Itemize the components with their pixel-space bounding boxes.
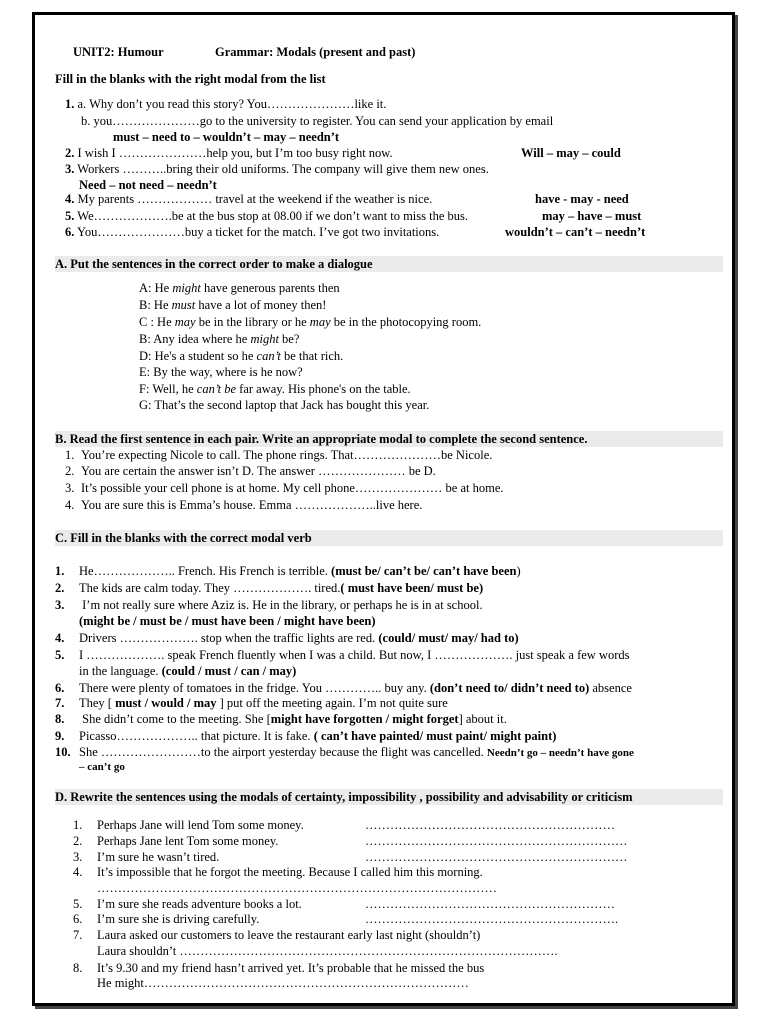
section-c-item [55, 681, 632, 696]
item-number: 2. [55, 581, 65, 595]
dialogue-modal: might [172, 281, 201, 295]
item-number: 5. [55, 648, 65, 662]
dialogue-modal: may [309, 315, 331, 329]
item-options: ( can’t have painted/ must paint/ might paint) [313, 729, 557, 743]
q5-number: 5. [65, 209, 75, 223]
section-d-item [73, 850, 219, 865]
section-d-item [73, 976, 469, 991]
dialogue-text: G: That’s the second laptop that Jack has bought this year. [139, 398, 430, 412]
dialogue-text: B: He [139, 298, 172, 312]
section-c-item [55, 598, 483, 613]
dialogue-line [139, 281, 340, 296]
dialogue-text: E: By the way, where is he now? [139, 365, 303, 379]
item-number: 2. [65, 464, 75, 478]
item-number: 3. [73, 850, 83, 864]
dialogue-line [139, 382, 411, 397]
dialogue-line [139, 365, 303, 380]
item-number: 10. [55, 745, 71, 759]
item-text: Laura shouldn’t ………………………………………………………………………………. [97, 944, 558, 958]
section-d-item [73, 818, 304, 833]
q4 [65, 192, 432, 207]
q3-text: Workers ………..bring their old uniforms. The company will give them new ones. [77, 162, 489, 176]
q5 [65, 209, 468, 224]
section-c-item [55, 648, 629, 663]
item-number: 1. [65, 448, 75, 462]
section-b-item [65, 498, 422, 513]
q4-number: 4. [65, 192, 75, 206]
intro-instruction: Fill in the blanks with the right modal from the list [55, 72, 326, 86]
item-number: 3. [55, 598, 65, 612]
q2 [65, 146, 393, 161]
section-a-title: A. Put the sentences in the correct order to make a dialogue [55, 256, 723, 272]
section-d-item [73, 961, 484, 976]
item-text: It’s possible your cell phone is at home. My cell phone………………… be at home. [81, 481, 504, 495]
dialogue-text: C : He [139, 315, 175, 329]
item-number: 2. [73, 834, 83, 848]
item-text: They [ [79, 696, 116, 710]
item-tail: ] about it. [458, 712, 507, 726]
item-number: 6. [55, 681, 65, 695]
dialogue-text: have generous parents then [200, 281, 340, 295]
item-options: ( must have been/ must be) [340, 581, 484, 595]
section-b-item [65, 448, 492, 463]
item-text: She didn’t come to the meeting. She [ [79, 712, 271, 726]
q2-options: Will – may – could [521, 146, 621, 160]
section-d-item [73, 834, 278, 849]
item-text: Picasso……………….. that picture. It is fake. [79, 729, 314, 743]
section-b-title: B. Read the first sentence in each pair. Write an appropriate modal to complete the second sentence. [55, 431, 723, 447]
q5-options: may – have – must [542, 209, 642, 223]
worksheet-page [32, 12, 735, 1006]
answer-line: ……………………………………………………… [365, 850, 628, 864]
item-text: You are certain the answer isn’t D. The answer ………………… be D. [81, 464, 436, 478]
item-text: I ………………. speak French fluently when I was a child. But now, I ………………. just speak a few words [79, 648, 630, 662]
item-number: 7. [55, 696, 65, 710]
answer-line: ……………………………………………………. [365, 912, 619, 926]
section-d-title: D. Rewrite the sentences using the modals of certainty, impossibility , possibility and advisability or criticism [55, 789, 723, 805]
dialogue-text: be? [278, 332, 300, 346]
dialogue-text: F: Well, he [139, 382, 197, 396]
item-number: 4. [65, 498, 75, 512]
item-options: Needn’t go – needn’t have gone [486, 747, 634, 759]
dialogue-text: A: He [139, 281, 173, 295]
section-c-item [55, 581, 483, 596]
item-options: – can’t go [79, 761, 125, 773]
item-options: (could/ must/ may/ had to) [378, 631, 519, 645]
section-d-item [73, 897, 302, 912]
item-text: I’m not really sure where Aziz is. He in the library, or perhaps he is in at school. [79, 598, 483, 612]
q6 [65, 225, 439, 240]
answer-line: ……………………………………………………… [365, 834, 628, 848]
item-options: (could / must / can / may) [161, 664, 297, 678]
q1-number: 1. [65, 97, 75, 111]
dialogue-line [139, 298, 326, 313]
item-text: Perhaps Jane lent Tom some money. [97, 834, 279, 848]
q4-options: have - may - need [535, 192, 629, 206]
item-text: The kids are calm today. They ………………. tired. [79, 581, 341, 595]
q6-number: 6. [65, 225, 75, 239]
section-c-item [55, 729, 556, 744]
section-d-item [73, 865, 483, 880]
item-text: I’m sure she reads adventure books a lot. [97, 897, 302, 911]
item-number: 5. [73, 897, 83, 911]
item-options: (might be / must be / must have been / might have been) [79, 614, 376, 628]
item-text: You are sure this is Emma’s house. Emma ………………..live here. [81, 498, 423, 512]
dialogue-modal: must [171, 298, 196, 312]
item-number: 7. [73, 928, 83, 942]
item-number: 4. [55, 631, 65, 645]
item-tail: ) [516, 564, 521, 578]
item-options: must / would / may [115, 696, 217, 710]
answer-line: …………………………………………………… [365, 818, 615, 832]
item-number: 1. [55, 564, 65, 578]
dialogue-text: have a lot of money then! [195, 298, 327, 312]
section-d-item [73, 881, 97, 896]
q1-a-text: a. Why don’t you read this story? You…………………like it. [77, 97, 387, 111]
q6-options: wouldn’t – can’t – needn’t [505, 225, 646, 239]
item-number: 4. [73, 865, 83, 879]
dialogue-line [139, 315, 481, 330]
q1-b-text: b. you…………………go to the university to register. You can send your application by email [81, 114, 554, 128]
item-text: I’m sure he wasn’t tired. [97, 850, 220, 864]
section-d-item [73, 928, 480, 943]
section-d-item [73, 912, 259, 927]
dialogue-text: be in the photocopying room. [330, 315, 482, 329]
dialogue-modal: can’t [256, 349, 281, 363]
item-text: I’m sure she is driving carefully. [97, 912, 260, 926]
item-text: You’re expecting Nicole to call. The phone rings. That…………………be Nicole. [81, 448, 493, 462]
dialogue-line [139, 398, 429, 413]
section-c-item [55, 631, 519, 646]
q6-text: You…………………buy a ticket for the match. I’ve got two invitations. [77, 225, 440, 239]
item-number: 6. [73, 912, 83, 926]
dialogue-text: B: Any idea where he [139, 332, 251, 346]
section-c-item [55, 759, 125, 775]
q3 [65, 162, 489, 177]
dialogue-text: be that rich. [280, 349, 344, 363]
item-options: (must be/ can’t be/ can’t have been [331, 564, 517, 578]
unit-title: UNIT2: Humour [73, 45, 164, 59]
item-text: It’s impossible that he forgot the meeting. Because I called him this morning. [97, 865, 483, 879]
dialogue-modal: may [174, 315, 196, 329]
q1-a [65, 97, 386, 112]
item-number: 8. [55, 712, 65, 726]
section-c-item [55, 712, 507, 727]
q4-text: My parents ……………… travel at the weekend if the weather is nice. [77, 192, 433, 206]
q2-number: 2. [65, 146, 75, 160]
section-c-item [55, 614, 376, 629]
item-text: He might…………………………………………………………………… [97, 976, 469, 990]
item-tail: absence [589, 681, 632, 695]
answer-line: …………………………………………………………………………………… [97, 881, 497, 895]
section-c-item [55, 564, 521, 579]
item-text: There were plenty of tomatoes in the fridge. You ………….. buy any. [79, 681, 430, 695]
section-b-item [65, 481, 504, 496]
section-b-item [65, 464, 436, 479]
item-number: 1. [73, 818, 83, 832]
q3-options: Need – not need – needn’t [79, 178, 217, 192]
item-options: might have forgotten / might forget [270, 712, 459, 726]
q3-number: 3. [65, 162, 75, 176]
item-text: in the language. [79, 664, 162, 678]
dialogue-modal: might [250, 332, 279, 346]
section-c-item [55, 664, 296, 679]
item-options: (don’t need to/ didn’t need to) [429, 681, 590, 695]
item-tail: ] put off the meeting again. I’m not quite sure [216, 696, 448, 710]
item-number: 8. [73, 961, 83, 975]
item-text: Perhaps Jane will lend Tom some money. [97, 818, 304, 832]
section-c-item [55, 696, 448, 711]
grammar-title: Grammar: Modals (present and past) [215, 45, 416, 59]
dialogue-text: D: He's a student so he [139, 349, 257, 363]
item-text: Drivers ………………. stop when the traffic lights are red. [79, 631, 379, 645]
item-number: 3. [65, 481, 75, 495]
item-text: Laura asked our customers to leave the restaurant early last night (shouldn’t) [97, 928, 481, 942]
dialogue-text: far away. His phone's on the table. [236, 382, 411, 396]
item-number: 9. [55, 729, 65, 743]
q1-options: must – need to – wouldn’t – may – needn’t [113, 130, 340, 144]
item-text: He……………….. French. His French is terrible. [79, 564, 332, 578]
item-text: She ……………………to the airport yesterday because the flight was cancelled. [79, 745, 487, 759]
section-c-item [55, 745, 634, 761]
q2-text: I wish I …………………help you, but I’m too busy right now. [77, 146, 393, 160]
section-d-item [73, 944, 558, 959]
dialogue-line [139, 332, 299, 347]
answer-line: …………………………………………………… [365, 897, 615, 911]
dialogue-text: be in the library or he [195, 315, 310, 329]
dialogue-line [139, 349, 343, 364]
section-c-title: C. Fill in the blanks with the correct modal verb [55, 530, 723, 546]
q5-text: We……………….be at the bus stop at 08.00 if we don’t want to miss the bus. [77, 209, 469, 223]
dialogue-modal: can’t be [196, 382, 237, 396]
item-text: It’s 9.30 and my friend hasn’t arrived yet. It’s probable that he missed the bus [97, 961, 485, 975]
